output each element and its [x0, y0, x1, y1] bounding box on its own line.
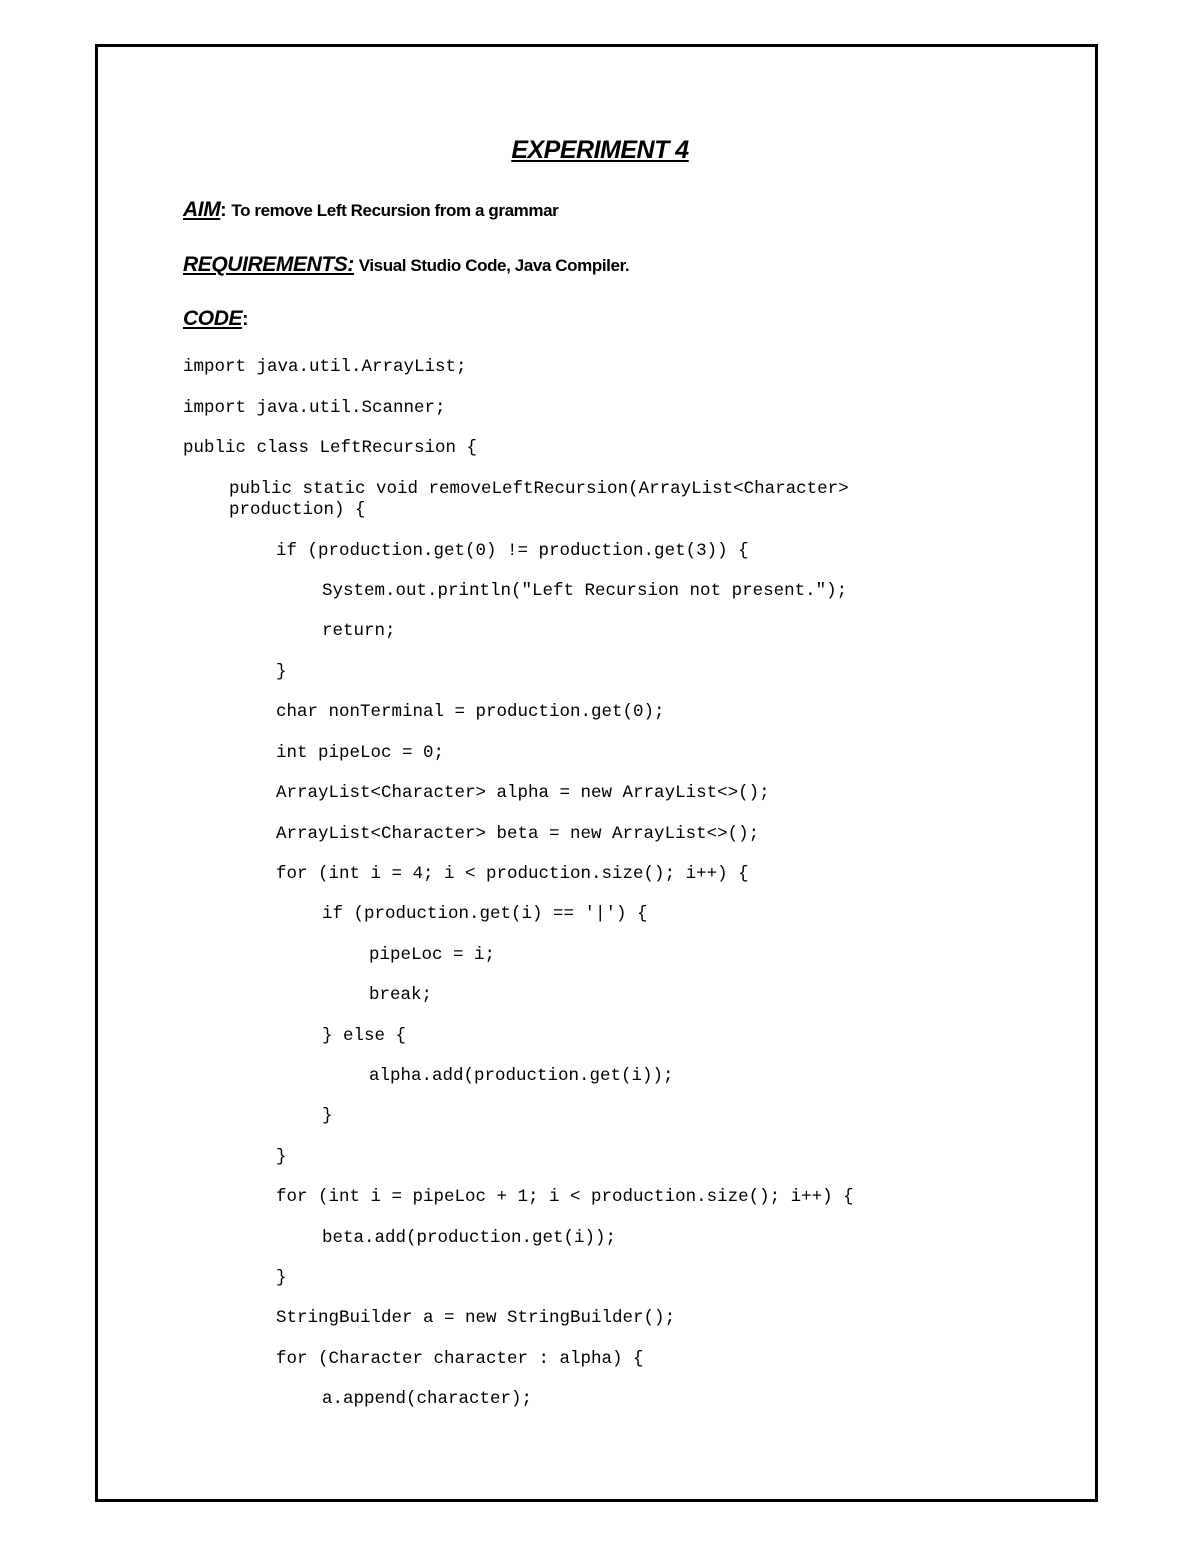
code-line: } [276, 662, 287, 682]
code-line: production) { [229, 500, 366, 520]
page-title: EXPERIMENT 4 [511, 136, 689, 164]
code-line: return; [322, 621, 396, 641]
code-line: pipeLoc = i; [369, 945, 496, 965]
code-section [183, 307, 248, 331]
code-line: public static void removeLeftRecursion(ArrayList<Character> [229, 479, 849, 499]
code-line: StringBuilder a = new StringBuilder(); [276, 1308, 676, 1328]
code-line: ArrayList<Character> alpha = new ArrayList<>(); [276, 783, 770, 803]
requirements-label: REQUIREMENTS: [183, 253, 354, 276]
aim-text: To remove Left Recursion from a grammar [231, 201, 559, 220]
code-line: if (production.get(i) == '|') { [322, 904, 648, 924]
code-line: } [276, 1268, 287, 1288]
code-line: for (int i = pipeLoc + 1; i < production.size(); i++) { [276, 1187, 854, 1207]
code-line: public class LeftRecursion { [183, 438, 478, 458]
aim-colon: : [220, 200, 227, 221]
code-line: int pipeLoc = 0; [276, 743, 445, 763]
code-line: beta.add(production.get(i)); [322, 1228, 617, 1248]
code-line: break; [369, 985, 433, 1005]
code-line: } [322, 1106, 333, 1126]
code-line: char nonTerminal = production.get(0); [276, 702, 665, 722]
code-line: ArrayList<Character> beta = new ArrayList<>(); [276, 824, 760, 844]
code-colon: : [242, 309, 249, 330]
code-line: alpha.add(production.get(i)); [369, 1066, 674, 1086]
aim-label: AIM [183, 198, 221, 221]
code-line: } [276, 1147, 287, 1167]
code-line: if (production.get(0) != production.get(3)) { [276, 541, 749, 561]
code-line: import java.util.Scanner; [183, 398, 446, 418]
code-line: import java.util.ArrayList; [183, 357, 467, 377]
code-line: for (Character character : alpha) { [276, 1349, 644, 1369]
code-line: for (int i = 4; i < production.size(); i++) { [276, 864, 749, 884]
code-line: a.append(character); [322, 1389, 533, 1409]
aim-section [183, 198, 558, 222]
requirements-section [183, 253, 629, 277]
code-line: System.out.println("Left Recursion not present."); [322, 581, 848, 601]
code-line: } else { [322, 1026, 407, 1046]
code-label: CODE [183, 307, 243, 330]
requirements-text: Visual Studio Code, Java Compiler. [358, 256, 630, 275]
